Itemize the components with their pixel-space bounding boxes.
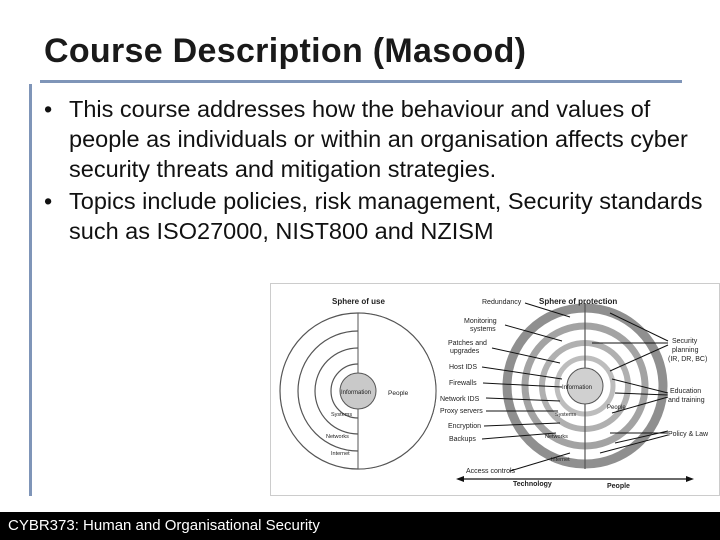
control-redundancy: Redundancy <box>482 299 522 306</box>
control-patches: Patches and <box>448 340 487 347</box>
use-people-label: People <box>388 390 409 397</box>
protect-systems-label: Systems <box>555 412 577 418</box>
footer-text: CYBR373: Human and Organisational Security <box>8 517 320 534</box>
control-monitoring-2: systems <box>470 326 496 333</box>
sphere-of-use-label: Sphere of use <box>332 297 385 306</box>
side-ir-dr-bc: (IR, DR, BC) <box>668 356 708 363</box>
control-access-controls: Access controls <box>466 468 516 475</box>
bullet-item <box>44 94 704 184</box>
protect-networks-label: Networks <box>545 434 568 440</box>
bullet-item <box>44 186 704 246</box>
control-encryption: Encryption <box>448 423 482 430</box>
title-underline <box>40 80 682 83</box>
use-systems-label: Systems <box>331 412 353 418</box>
side-education: Education <box>670 388 702 395</box>
axis-people-label: People <box>607 483 630 490</box>
protect-people-label: People <box>607 405 626 411</box>
use-internet-label: Internet <box>331 451 350 457</box>
control-patches-2: upgrades <box>450 348 480 355</box>
bullet-list <box>44 94 704 248</box>
use-information-label: Information <box>341 390 372 396</box>
control-host-ids: Host IDS <box>449 364 478 371</box>
axis-technology-label: Technology <box>513 481 552 488</box>
bullet-text: Topics include policies, risk management, Security standards such as ISO27000, NIST800 and NZISM <box>69 188 703 244</box>
bullet-dot: • <box>44 188 53 214</box>
control-proxy-servers: Proxy servers <box>440 408 483 415</box>
use-networks-label: Networks <box>326 434 349 440</box>
protect-information-label: Information <box>562 385 593 391</box>
control-backups: Backups <box>449 436 476 443</box>
left-accent-bar <box>29 84 32 496</box>
side-security: Security <box>672 338 698 345</box>
footer-bar <box>0 512 720 540</box>
security-spheres-diagram <box>270 283 720 496</box>
protect-internet-label: Internet <box>551 457 570 463</box>
side-training: and training <box>668 397 705 404</box>
bullet-text: This course addresses how the behaviour and values of people as individuals or within an organisation affects cyber security threats and mitigation strategies. <box>69 96 688 182</box>
sphere-of-protection-label: Sphere of protection <box>539 297 618 306</box>
bullet-dot: • <box>44 96 53 122</box>
control-network-ids: Network IDS <box>440 396 480 403</box>
control-firewalls: Firewalls <box>449 380 477 387</box>
side-policy-law: Policy & Law <box>668 431 709 438</box>
control-monitoring: Monitoring <box>464 318 497 325</box>
slide-title: Course Description (Masood) <box>44 32 527 70</box>
side-planning: planning <box>672 347 699 354</box>
